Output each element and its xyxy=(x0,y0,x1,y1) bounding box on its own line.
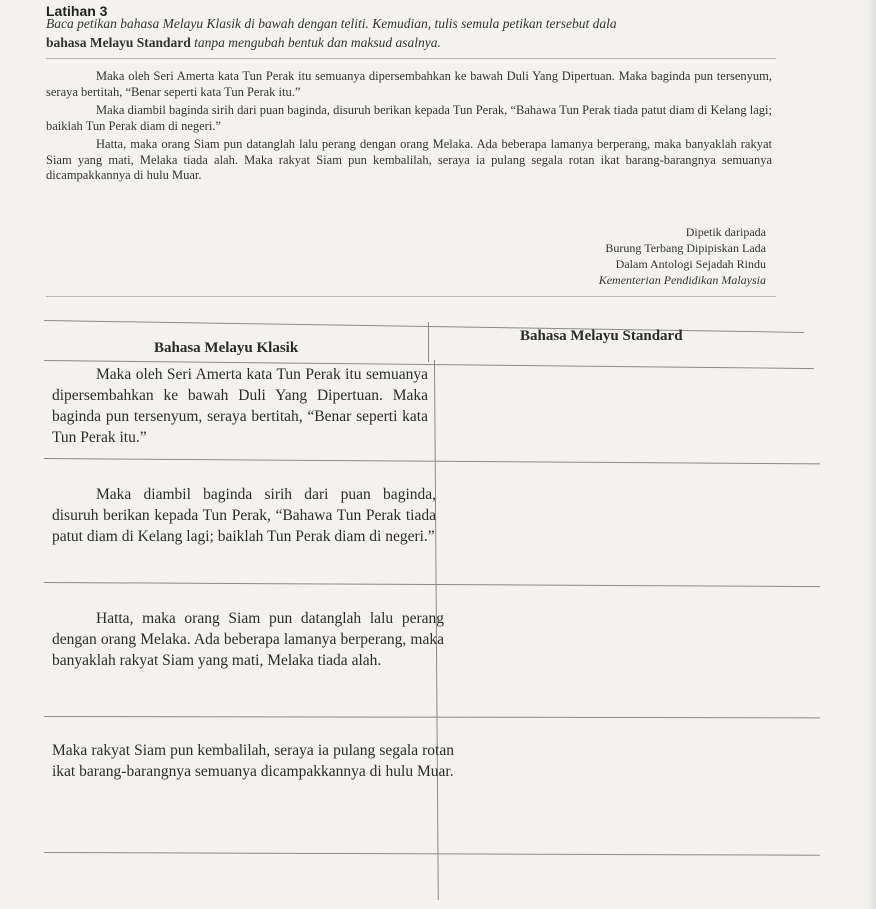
standard-answer-cell-2[interactable] xyxy=(442,462,818,578)
page-edge-shadow xyxy=(866,0,876,909)
passage-paragraph-1: Maka oleh Seri Amerta kata Tun Perak itu semuanya dipersembahkan ke bawah Duli Yang Dipertuan. Maka baginda pun tersenyum, seraya bertitah, “Benar seperti kata Tun Perak itu.” xyxy=(46,69,772,99)
bottom-divider xyxy=(46,296,776,297)
rewrite-table xyxy=(44,320,822,900)
instruction-line1: Baca petikan bahasa Melayu Klasik di bawah dengan teliti. Kemudian, tulis semula petikan tersebut dala xyxy=(46,16,617,31)
standard-answer-cell-3[interactable] xyxy=(444,586,820,712)
top-divider xyxy=(46,58,776,59)
klasik-cell-1: Maka oleh Seri Amerta kata Tun Perak itu semuanya dipersembahkan ke bawah Duli Yang Dipertuan. Maka baginda pun tersenyum, seraya bertitah, “Benar seperti kata Tun Perak itu.” xyxy=(52,366,428,446)
table-header-divider xyxy=(428,322,429,362)
standard-answer-cell-4[interactable] xyxy=(446,720,822,848)
source-line-3: Dalam Antologi Sejadah Rindu xyxy=(615,257,766,271)
source-citation xyxy=(599,224,766,288)
source-line-1: Dipetik daripada xyxy=(685,225,766,239)
table-row-border-3 xyxy=(44,716,820,718)
table-top-border xyxy=(44,320,804,333)
passage-paragraph-3: Hatta, maka orang Siam pun datanglah lalu perang dengan orang Melaka. Ada beberapa lamanya berperang, maka banyaklah rakyat Siam yang mati, Melaka tiada alah. Maka rakyat Siam pun kembalilah, seraya ia pulang segala rotan ikat barang-barangnya semuanya dicampakkannya di hulu Muar. xyxy=(46,137,772,182)
standard-answer-cell-1[interactable] xyxy=(440,364,816,454)
table-row-border-4 xyxy=(44,852,820,856)
instruction-line2: tanpa mengubah bentuk dan maksud asalnya. xyxy=(190,35,441,50)
klasik-cell-3: Hatta, maka orang Siam pun datanglah lalu perang dengan orang Melaka. Ada beberapa lamanya berperang, maka banyaklah rakyat Siam yang mati, Melaka tiada alah. xyxy=(52,610,444,669)
exercise-heading: Latihan 3 xyxy=(46,3,108,19)
passage xyxy=(46,69,772,187)
source-line-4: Kementerian Pendidikan Malaysia xyxy=(598,273,766,287)
klasik-cell-2: Maka diambil baginda sirih dari puan baginda, disuruh berikan kepada Tun Perak, “Bahawa Tun Perak tiada patut diam di Kelang lagi; baiklah Tun Perak diam di negeri.” xyxy=(52,486,436,545)
column-header-standard: Bahasa Melayu Standard xyxy=(520,328,683,344)
passage-paragraph-2: Maka diambil baginda sirih dari puan baginda, disuruh berikan kepada Tun Perak, “Bahawa Tun Perak tiada patut diam di Kelang lagi; baiklah Tun Perak diam di negeri.” xyxy=(46,103,772,133)
instruction-bold: bahasa Melayu Standard xyxy=(46,35,191,50)
column-header-klasik: Bahasa Melayu Klasik xyxy=(154,340,299,356)
klasik-cell-4: Maka rakyat Siam pun kembalilah, seraya ia pulang segala rotan ikat barang-barangnya semuanya dicampakkannya di hulu Muar. xyxy=(52,742,454,780)
instruction-text xyxy=(46,14,846,52)
source-line-2: Burung Terbang Dipipiskan Lada xyxy=(605,241,766,255)
